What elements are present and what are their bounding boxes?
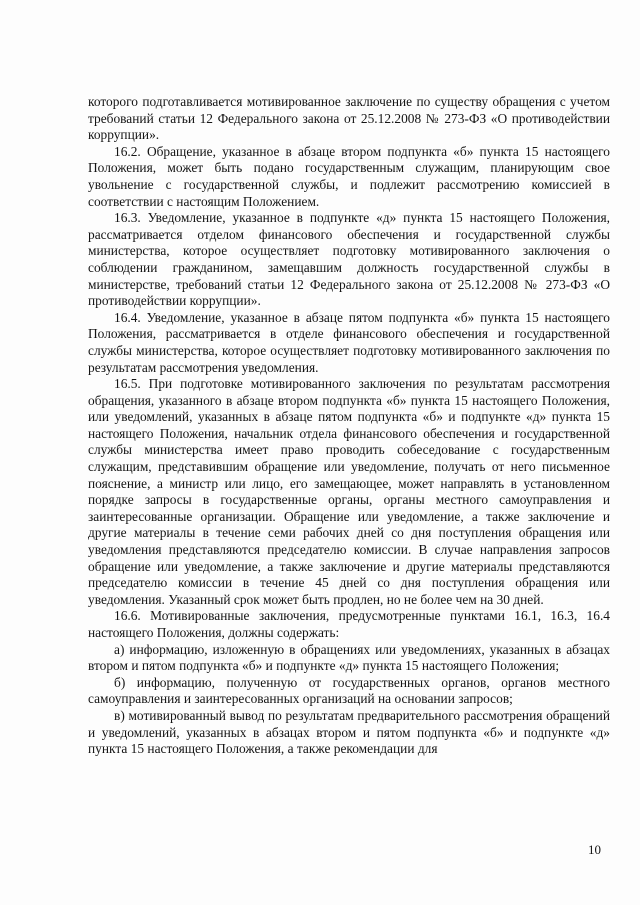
paragraph-continuation: которого подготавливается мотивированное заключение по существу обращения с учетом требований статьи 12 Федерального закона от 25.12.2008 № 273-ФЗ «О противодействии коррупции». — [88, 94, 610, 143]
paragraph-16-2: 16.2. Обращение, указанное в абзаце втором подпункта «б» пункта 15 настоящего Положения, может быть подано государственным служащим, планирующим свое увольнение с государственной службы, и подлежит рассмотрению комиссией в соответствии с настоящим Положением. — [88, 143, 610, 209]
paragraph-16-5: 16.5. При подготовке мотивированного заключения по результатам рассмотрения обращения, указанного в абзаце втором подпункта «б» пункта 15 настоящего Положения, или уведомлений, указанных в абзаце пятом подпункта «б» и подпункте «д» пункта 15 настоящего Положения, начальник отдела финансового обеспечения и государственной службы министерства имеет право проводить собеседование с государственным служащим, представившим обращение или уведомление, получать от него письменное пояснение, а министр или лицо, его замещающее, может направлять в установленном порядке запросы в государственные органы, органы местного самоуправления и заинтересованные организации. Обращение или уведомление, а также заключение и другие материалы в течение семи рабочих дней со дня поступления обращения или уведомления представляются председателю комиссии. В случае направления запросов обращение или уведомление, а также заключение и другие материалы представляются председателю комиссии в течение 45 дней со дня поступления обращения или уведомления. Указанный срок может быть продлен, но не более чем на 30 дней. — [88, 376, 610, 607]
page-number: 10 — [588, 842, 601, 857]
document-body — [88, 94, 610, 758]
paragraph-16-6-v: в) мотивированный вывод по результатам предварительного рассмотрения обращений и уведомлений, указанных в абзацах втором и пятом подпункта «б» и подпункте «д» пункта 15 настоящего Положения, а также рекомендации для — [88, 707, 610, 757]
paragraph-16-6-b: б) информацию, полученную от государственных органов, органов местного самоуправления и заинтересованных организаций на основании запросов; — [88, 674, 610, 707]
paragraph-16-6-a: а) информацию, изложенную в обращениях или уведомлениях, указанных в абзацах втором и пятом подпункта «б» и подпункте «д» пункта 15 настоящего Положения; — [88, 641, 610, 674]
paragraph-16-6: 16.6. Мотивированные заключения, предусмотренные пунктами 16.1, 16.3, 16.4 настоящего Положения, должны содержать: — [88, 608, 610, 640]
paragraph-16-4: 16.4. Уведомление, указанное в абзаце пятом подпункта «б» пункта 15 настоящего Положения, рассматривается в отделе финансового обеспечения и государственной службы министерства, которое осуществляет подготовку мотивированного заключения по результатам рассмотрения уведомления. — [88, 309, 610, 375]
paragraph-16-3: 16.3. Уведомление, указанное в подпункте «д» пункта 15 настоящего Положения, рассматривается отделом финансового обеспечения и государственной службы министерства, которое осуществляет подготовку мотивированного заключения о соблюдении гражданином, замещавшим должность государственной службы в министерстве, требований статьи 12 Федерального закона от 25.12.2008 № 273-ФЗ «О противодействии коррупции». — [88, 210, 610, 309]
